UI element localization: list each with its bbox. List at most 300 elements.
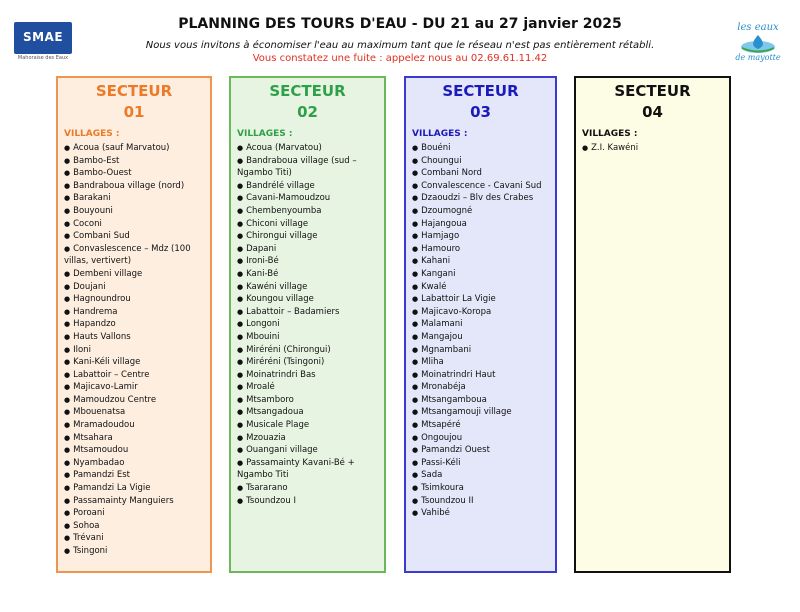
- bullet-icon: ●: [412, 408, 419, 417]
- village-name: Kwalé: [421, 281, 447, 292]
- village-name: Miréréni (Tsingoni): [246, 357, 325, 368]
- village-item: [64, 432, 204, 445]
- village-name: Mtsangamboua: [421, 394, 487, 405]
- village-item: [237, 495, 378, 508]
- bullet-icon: ●: [237, 257, 244, 266]
- village-name: Vahibé: [421, 508, 450, 519]
- village-name: Hagnoundrou: [73, 294, 131, 305]
- village-item: [412, 306, 549, 319]
- village-item: [237, 218, 378, 231]
- village-name: Hapandzo: [73, 319, 116, 330]
- bullet-icon: ●: [64, 194, 71, 203]
- water-drop-icon: [738, 33, 778, 55]
- village-item: [237, 381, 378, 394]
- bullet-icon: ●: [64, 395, 71, 404]
- bullet-icon: ●: [64, 244, 71, 253]
- village-item: [64, 205, 204, 218]
- village-name: Mzouazia: [246, 432, 286, 443]
- village-name: Poroani: [73, 508, 105, 519]
- village-name: Mramadoudou: [73, 420, 135, 431]
- bullet-icon: ●: [64, 144, 71, 152]
- bullet-icon: ●: [412, 496, 419, 505]
- bullet-icon: ●: [64, 471, 71, 480]
- village-item: [412, 406, 549, 419]
- village-item: [64, 469, 204, 482]
- sector-01-column: [56, 76, 212, 573]
- village-name: Iloni: [73, 344, 91, 355]
- village-name: Labattoir – Badamiers: [246, 306, 340, 317]
- village-item: [412, 180, 549, 193]
- sector-number: 03: [470, 103, 491, 121]
- bullet-icon: ●: [237, 345, 244, 354]
- village-name: Musicale Plage: [246, 420, 310, 431]
- bullet-icon: ●: [237, 358, 244, 367]
- village-item: [237, 293, 378, 306]
- bullet-icon: ●: [237, 383, 244, 392]
- village-name: Hamjago: [421, 231, 460, 242]
- bullet-icon: ●: [237, 395, 244, 404]
- village-name: Mbouini: [246, 331, 280, 342]
- village-name: Mtsamboro: [246, 394, 294, 405]
- bullet-icon: ●: [64, 181, 71, 190]
- bullet-icon: ●: [412, 295, 419, 304]
- village-item: [412, 167, 549, 180]
- village-item: [412, 469, 549, 482]
- village-name: Majicavo-Koropa: [421, 306, 492, 317]
- bullet-icon: ●: [237, 332, 244, 341]
- sector-02-column: [229, 76, 386, 573]
- bullet-icon: ●: [412, 156, 419, 165]
- bullet-icon: ●: [64, 383, 71, 392]
- village-name: Chirongui village: [246, 231, 318, 242]
- village-name: Mtsamoudou: [73, 445, 129, 456]
- village-name: Kani-Kéli village: [73, 357, 141, 368]
- village-name: Mtsangadoua: [246, 407, 304, 418]
- village-item: [412, 205, 549, 218]
- logo-line2: de mayotte: [735, 53, 781, 62]
- village-item: [237, 444, 378, 457]
- village-list: [64, 142, 204, 558]
- village-item: [64, 306, 204, 319]
- bullet-icon: ●: [64, 433, 71, 442]
- villages-label: VILLAGES :: [64, 129, 120, 139]
- bullet-icon: ●: [64, 282, 71, 291]
- bullet-icon: ●: [412, 446, 419, 455]
- village-name: Dzoumogné: [421, 205, 473, 216]
- village-item: [237, 268, 378, 281]
- village-item: [412, 482, 549, 495]
- bullet-icon: ●: [412, 219, 419, 228]
- bullet-icon: ●: [237, 421, 244, 430]
- bullet-icon: ●: [237, 484, 244, 493]
- village-item: [237, 155, 378, 180]
- bullet-icon: ●: [64, 484, 71, 493]
- village-name: Mgnambani: [421, 344, 472, 355]
- villages-label: VILLAGES :: [412, 129, 468, 139]
- village-item: [64, 230, 204, 243]
- bullet-icon: ●: [412, 206, 419, 215]
- bullet-icon: ●: [412, 421, 419, 430]
- bullet-icon: ●: [412, 269, 419, 278]
- village-name: Choungui: [421, 155, 462, 166]
- eaux-de-mayotte-logo: [726, 22, 790, 70]
- sector-label: SECTEUR: [614, 82, 691, 100]
- village-name: Moinatrindri Bas: [246, 369, 316, 380]
- village-item: [412, 356, 549, 369]
- village-name: Dzaoudzi – Blv des Crabes: [421, 193, 534, 204]
- bullet-icon: ●: [582, 144, 589, 152]
- leak-alert: Vous constatez une fuite : appelez nous au 02.69.61.11.42: [252, 53, 548, 64]
- village-item: [64, 318, 204, 331]
- village-item: [237, 230, 378, 243]
- village-item: [64, 268, 204, 281]
- village-item: [237, 243, 378, 256]
- village-item: [412, 344, 549, 357]
- village-name: Tsararano: [246, 483, 288, 494]
- village-item: [237, 281, 378, 294]
- bullet-icon: ●: [412, 471, 419, 480]
- village-name: Kawéni village: [246, 281, 308, 292]
- village-item: [412, 331, 549, 344]
- village-name: Chiconi village: [246, 218, 309, 229]
- village-name: Koungou village: [246, 294, 314, 305]
- bullet-icon: ●: [237, 181, 244, 190]
- village-name: Ongoujou: [421, 432, 463, 443]
- bullet-icon: ●: [412, 509, 419, 518]
- village-name: Sada: [421, 470, 443, 481]
- bullet-icon: ●: [237, 433, 244, 442]
- village-name: Bandraboua village (sud – Ngambo Titi): [237, 155, 357, 179]
- village-item: [237, 394, 378, 407]
- village-item: [237, 419, 378, 432]
- village-name: Mtsangamouji village: [421, 407, 512, 418]
- village-item: [64, 331, 204, 344]
- bullet-icon: ●: [64, 345, 71, 354]
- village-item: [237, 457, 378, 482]
- village-item: [64, 293, 204, 306]
- village-item: [412, 192, 549, 205]
- village-item: [64, 356, 204, 369]
- village-list: [412, 142, 549, 520]
- bullet-icon: ●: [237, 458, 244, 467]
- sector-04-column: [574, 76, 731, 573]
- village-item: [64, 482, 204, 495]
- village-item: [237, 205, 378, 218]
- village-name: Kani-Bé: [246, 268, 279, 279]
- village-name: Bambo-Est: [73, 155, 120, 166]
- village-name: Convalescence - Cavani Sud: [421, 180, 542, 191]
- bullet-icon: ●: [237, 206, 244, 215]
- bullet-icon: ●: [237, 219, 244, 228]
- village-list: [237, 142, 378, 507]
- bullet-icon: ●: [412, 181, 419, 190]
- bullet-icon: ●: [412, 358, 419, 367]
- bullet-icon: ●: [412, 282, 419, 291]
- village-name: Z.I. Kawéni: [591, 143, 639, 153]
- village-item: [237, 331, 378, 344]
- village-item: [237, 432, 378, 445]
- village-name: Acoua (Marvatou): [246, 143, 322, 153]
- bullet-icon: ●: [64, 206, 71, 215]
- village-item: [64, 381, 204, 394]
- village-name: Kangani: [421, 268, 456, 279]
- village-name: Tsingoni: [73, 546, 108, 556]
- village-item: [412, 281, 549, 294]
- village-item: [412, 507, 549, 520]
- village-item: [64, 218, 204, 231]
- bullet-icon: ●: [237, 232, 244, 241]
- village-name: Tsoundzou II: [421, 495, 474, 506]
- bullet-icon: ●: [412, 244, 419, 253]
- village-item: [64, 142, 204, 155]
- village-name: Moinatrindri Haut: [421, 369, 496, 380]
- village-item: [237, 192, 378, 205]
- village-name: Mbouenatsa: [73, 407, 126, 418]
- bullet-icon: ●: [412, 307, 419, 316]
- village-name: Malamani: [421, 319, 463, 330]
- bullet-icon: ●: [237, 496, 244, 505]
- bullet-icon: ●: [237, 269, 244, 278]
- village-item: [237, 142, 378, 155]
- bullet-icon: ●: [64, 547, 71, 555]
- bullet-icon: ●: [412, 395, 419, 404]
- village-name: Hauts Vallons: [73, 331, 131, 342]
- village-name: Mangajou: [421, 331, 463, 342]
- sector-number: 02: [297, 103, 318, 121]
- village-name: Pamandzi Ouest: [421, 445, 490, 456]
- smae-logo-tagline: Mahoraise des Eaux: [17, 55, 69, 61]
- village-item: [412, 394, 549, 407]
- village-name: Nyambadao: [73, 457, 125, 468]
- bullet-icon: ●: [64, 458, 71, 467]
- bullet-icon: ●: [412, 169, 419, 178]
- bullet-icon: ●: [412, 370, 419, 379]
- village-item: [64, 406, 204, 419]
- village-name: Mronabéja: [421, 382, 466, 393]
- sector-label: SECTEUR: [442, 82, 519, 100]
- village-item: [64, 444, 204, 457]
- village-item: [412, 218, 549, 231]
- smae-logo: [14, 22, 72, 61]
- bullet-icon: ●: [237, 408, 244, 417]
- village-name: Bouéni: [421, 143, 451, 153]
- village-item: [412, 318, 549, 331]
- village-name: Passi-Kéli: [421, 457, 461, 468]
- village-name: Chembenyoumba: [246, 205, 322, 216]
- bullet-icon: ●: [64, 295, 71, 304]
- village-name: Labattoir – Centre: [73, 369, 150, 380]
- village-name: Doujani: [73, 281, 106, 292]
- villages-label: VILLAGES :: [237, 129, 293, 139]
- village-name: Combani Sud: [73, 231, 130, 242]
- village-item: [64, 192, 204, 205]
- village-name: Trévani: [73, 533, 104, 544]
- village-list: [582, 142, 723, 155]
- village-name: Hamouro: [421, 243, 461, 254]
- village-item: [64, 369, 204, 382]
- village-item: [64, 532, 204, 545]
- village-name: Bambo-Ouest: [73, 168, 132, 179]
- village-name: Mtsahara: [73, 432, 113, 443]
- sector-label: SECTEUR: [95, 82, 173, 100]
- village-name: Handrema: [73, 306, 118, 317]
- village-name: Passamainty Kavani-Bé + Ngambo Titi: [237, 457, 355, 481]
- village-name: Cavani-Mamoudzou: [246, 193, 331, 204]
- bullet-icon: ●: [64, 408, 71, 417]
- bullet-icon: ●: [64, 332, 71, 341]
- bullet-icon: ●: [64, 169, 71, 178]
- village-item: [237, 344, 378, 357]
- village-item: [64, 495, 204, 508]
- bullet-icon: ●: [237, 307, 244, 316]
- village-item: [582, 142, 723, 155]
- village-name: Ironi-Bé: [246, 256, 279, 267]
- smae-logo-text: SMAE: [14, 22, 72, 54]
- village-item: [64, 281, 204, 294]
- village-item: [64, 394, 204, 407]
- bullet-icon: ●: [64, 521, 71, 530]
- village-name: Tsimkoura: [421, 483, 464, 494]
- bullet-icon: ●: [64, 219, 71, 228]
- village-item: [412, 243, 549, 256]
- bullet-icon: ●: [412, 433, 419, 442]
- bullet-icon: ●: [237, 320, 244, 329]
- village-name: Tsoundzou I: [246, 495, 296, 506]
- village-item: [64, 167, 204, 180]
- village-item: [64, 545, 204, 558]
- bullet-icon: ●: [237, 144, 244, 152]
- bullet-icon: ●: [412, 194, 419, 203]
- village-name: Bandraboua village (nord): [73, 180, 185, 191]
- bullet-icon: ●: [412, 345, 419, 354]
- village-item: [64, 243, 204, 268]
- bullet-icon: ●: [237, 156, 244, 165]
- page-title: PLANNING DES TOURS D'EAU - DU 21 au 27 janvier 2025: [178, 16, 622, 32]
- village-item: [237, 318, 378, 331]
- bullet-icon: ●: [237, 282, 244, 291]
- bullet-icon: ●: [64, 421, 71, 430]
- village-item: [237, 180, 378, 193]
- village-item: [412, 155, 549, 168]
- bullet-icon: ●: [64, 269, 71, 278]
- bullet-icon: ●: [237, 194, 244, 203]
- village-name: Longoni: [246, 319, 280, 330]
- village-item: [412, 495, 549, 508]
- bullet-icon: ●: [412, 332, 419, 341]
- bullet-icon: ●: [412, 458, 419, 467]
- village-name: Mtsapéré: [421, 420, 461, 431]
- sector-03-column: [404, 76, 557, 573]
- bullet-icon: ●: [64, 156, 71, 165]
- logo-line1: les eaux: [737, 22, 779, 33]
- village-item: [64, 180, 204, 193]
- village-item: [412, 432, 549, 445]
- bullet-icon: ●: [237, 370, 244, 379]
- bullet-icon: ●: [412, 484, 419, 493]
- village-name: Dembeni village: [73, 268, 143, 279]
- village-name: Dapani: [246, 243, 277, 254]
- village-name: Mroalé: [246, 382, 275, 393]
- village-item: [412, 369, 549, 382]
- village-name: Kahani: [421, 256, 451, 267]
- village-name: Ouangani village: [246, 445, 318, 456]
- village-name: Miréréni (Chirongui): [246, 344, 331, 355]
- village-name: Coconi: [73, 218, 102, 229]
- bullet-icon: ●: [412, 320, 419, 329]
- village-item: [237, 255, 378, 268]
- village-item: [412, 255, 549, 268]
- village-item: [412, 457, 549, 470]
- bullet-icon: ●: [64, 232, 71, 241]
- village-name: Bouyouni: [73, 205, 113, 216]
- sector-number: 04: [642, 103, 663, 121]
- village-name: Majicavo-Lamir: [73, 382, 138, 393]
- bullet-icon: ●: [64, 534, 71, 543]
- bullet-icon: ●: [237, 446, 244, 455]
- village-item: [412, 381, 549, 394]
- village-name: Passamainty Manguiers: [73, 495, 174, 506]
- bullet-icon: ●: [64, 358, 71, 367]
- village-name: Labattoir La Vigie: [421, 294, 496, 305]
- village-name: Combani Nord: [421, 168, 482, 179]
- sector-label: SECTEUR: [269, 82, 346, 100]
- bullet-icon: ●: [237, 295, 244, 304]
- village-name: Bandrélé village: [246, 180, 315, 191]
- bullet-icon: ●: [64, 446, 71, 455]
- village-name: Acoua (sauf Marvatou): [73, 143, 170, 153]
- village-item: [237, 369, 378, 382]
- villages-label: VILLAGES :: [582, 129, 638, 139]
- village-name: Mliha: [421, 357, 444, 368]
- village-name: Pamandzi La Vigie: [73, 483, 151, 494]
- village-name: Pamandzi Est: [73, 470, 130, 481]
- bullet-icon: ●: [64, 370, 71, 379]
- village-item: [237, 482, 378, 495]
- village-item: [412, 419, 549, 432]
- village-item: [64, 155, 204, 168]
- village-item: [412, 293, 549, 306]
- bullet-icon: ●: [64, 509, 71, 518]
- village-item: [64, 419, 204, 432]
- bullet-icon: ●: [237, 244, 244, 253]
- village-name: Barakani: [73, 193, 111, 204]
- bullet-icon: ●: [412, 232, 419, 241]
- bullet-icon: ●: [64, 307, 71, 316]
- village-name: Hajangoua: [421, 218, 467, 229]
- village-item: [64, 457, 204, 470]
- village-name: Convaslescence – Mdz (100 villas, vertivert): [64, 243, 191, 267]
- village-item: [64, 344, 204, 357]
- village-name: Mamoudzou Centre: [73, 394, 157, 405]
- village-item: [237, 306, 378, 319]
- village-item: [64, 507, 204, 520]
- village-item: [64, 520, 204, 533]
- village-item: [237, 356, 378, 369]
- bullet-icon: ●: [412, 257, 419, 266]
- village-item: [412, 444, 549, 457]
- village-item: [412, 230, 549, 243]
- bullet-icon: ●: [64, 496, 71, 505]
- village-item: [237, 406, 378, 419]
- page-subtitle: Nous vous invitons à économiser l'eau au maximum tant que le réseau n'est pas entièrement rétabli.: [145, 40, 655, 51]
- village-name: Sohoa: [73, 520, 100, 531]
- village-item: [412, 142, 549, 155]
- sector-number: 01: [123, 103, 145, 121]
- bullet-icon: ●: [64, 320, 71, 329]
- bullet-icon: ●: [412, 144, 419, 152]
- bullet-icon: ●: [412, 383, 419, 392]
- village-item: [412, 268, 549, 281]
